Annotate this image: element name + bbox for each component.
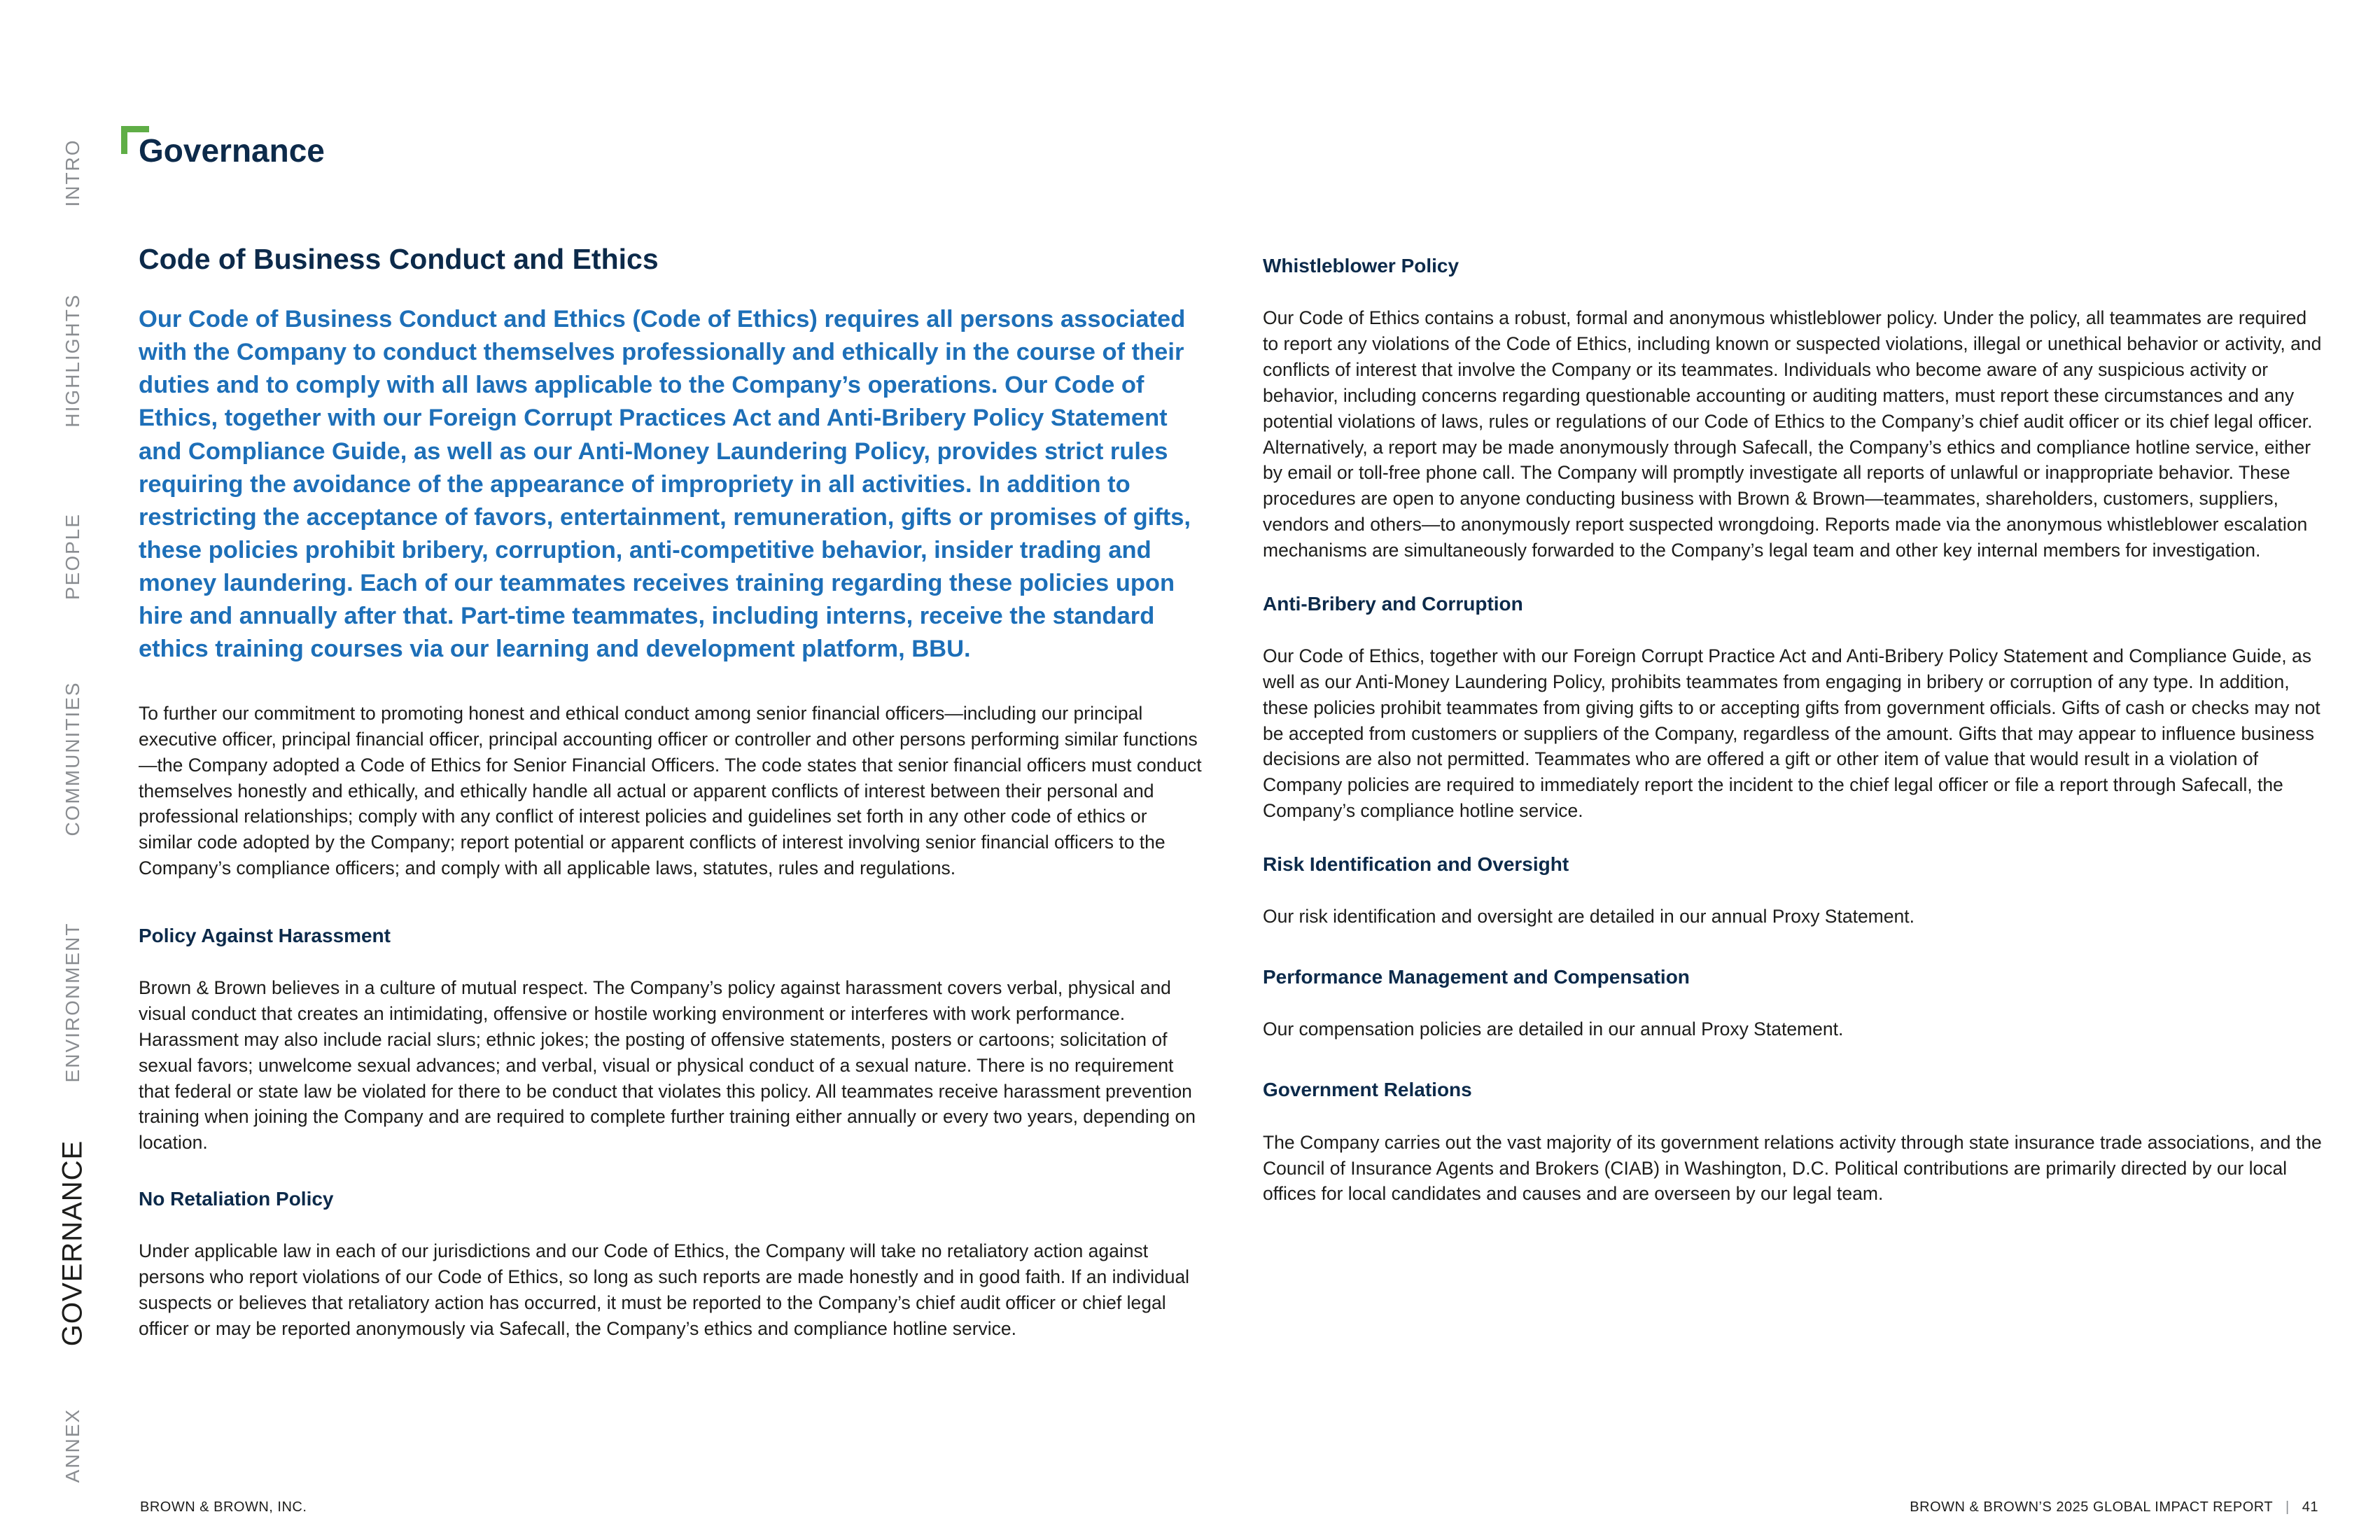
government-paragraph: The Company carries out the vast majority of its government relations activity through state insurance trade associations, and the Council of Insurance Agents and Brokers (CIAB) in Washington, D.C. Political contributions are primarily directed by our local offices for local candidates and causes and are overseen by our legal team. xyxy=(1263,1131,2322,1205)
retaliation-paragraph: Under applicable law in each of our jurisdictions and our Code of Ethics, the Company will take no retaliatory action against persons who report violations of our Code of Ethics, so long as such reports are made honestly and in good faith. If an individual suspects or believes that retaliatory action has occurred, it must be reported to the Company’s chief audit officer or chief legal officer or may be reported anonymously via Safecall, the Company’s ethics and compliance hotline service. xyxy=(139,1240,1190,1339)
nav-governance[interactable]: GOVERNANCE xyxy=(57,1140,88,1347)
harassment-paragraph: Brown & Brown believes in a culture of mutual respect. The Company’s policy against harassment covers verbal, physical and visual conduct that creates an intimidating, offensive or hostile working environment or interferes with work performance. Harassment may also include racial slurs; ethnic jokes; the posting of offensive statements, posters or cartoons; solicitation of sexual favors; unwelcome sexual advances; and verbal, visual or physical conduct of a sexual nature. There is no requirement that federal or state law be violated for there to be conduct that violates this policy. All teammates receive harassment prevention training when joining the Company and are required to complete further training either annually or every two years, depending on location. xyxy=(139,977,1196,1154)
bribery-paragraph: Our Code of Ethics, together with our Foreign Corrupt Practice Act and Anti-Bribery Policy Statement and Compliance Guide, as well as our Anti-Money Laundering Policy, prohibits teammates from engaging in bribery or corruption of any type. In addition, these policies prohibit teammates from giving gifts to or accepting gifts from government officials. Gifts of cash or checks may not be accepted from customers or suppliers of the Company, regardless of the amount. Gifts that may appear to influence business decisions are also not permitted. Teammates who are offered a gift or other item of value that would result in a violation of Company policies are required to immediately report the incident to the chief legal officer or file a report through Safecall, the Company’s compliance hotline service. xyxy=(1263,645,2320,822)
footer-report-info xyxy=(1910,1499,2318,1516)
performance-heading: Performance Management and Compensation xyxy=(1263,966,1690,988)
risk-paragraph: Our risk identification and oversight are detailed in our annual Proxy Statement. xyxy=(1263,906,1914,927)
lead-paragraph: Our Code of Business Conduct and Ethics (Code of Ethics) requires all persons associated with the Company to conduct themselves professionally and ethically in the course of their duties and to comply with all laws applicable to the Company’s operations. Our Code of Ethics, together with our Foreign Corrupt Practices Act and Anti-Bribery Policy Statement and Compliance Guide, as well as our Anti-Money Laundering Policy, provides strict rules requiring the avoidance of the appearance of impropriety in all activities. In addition to restricting the acceptance of favors, entertainment, remuneration, gifts or promises of gifts, these policies prohibit bribery, corruption, anti-competitive behavior, insider trading and money laundering. Each of our teammates receives training regarding these policies upon hire and annually after that. Part-time teammates, including interns, receive the standard ethics training courses via our learning and development platform, BBU. xyxy=(139,306,1191,662)
footer-company: BROWN & BROWN, INC. xyxy=(140,1499,307,1515)
nav-people[interactable]: PEOPLE xyxy=(62,512,83,601)
bribery-heading: Anti-Bribery and Corruption xyxy=(1263,592,1523,615)
footer-divider: | xyxy=(2286,1499,2290,1515)
retaliation-heading: No Retaliation Policy xyxy=(139,1188,334,1210)
whistleblower-heading: Whistleblower Policy xyxy=(1263,255,1460,276)
side-nav xyxy=(0,0,126,1540)
nav-environment[interactable]: ENVIRONMENT xyxy=(62,922,83,1083)
government-heading: Government Relations xyxy=(1263,1079,1472,1101)
nav-annex[interactable]: ANNEX xyxy=(62,1408,83,1483)
nav-communities[interactable]: COMMUNITIES xyxy=(62,681,83,836)
performance-paragraph: Our compensation policies are detailed in our annual Proxy Statement. xyxy=(1263,1018,1844,1040)
nav-highlights[interactable]: HIGHLIGHTS xyxy=(62,293,83,428)
right-column xyxy=(1263,253,2327,1207)
footer-page-number: 41 xyxy=(2302,1499,2318,1515)
nav-intro[interactable]: INTRO xyxy=(62,139,83,207)
left-column xyxy=(139,242,1203,1342)
footer-report-title: BROWN & BROWN’S 2025 GLOBAL IMPACT REPORT xyxy=(1910,1499,2274,1515)
page-title: Governance xyxy=(139,132,325,169)
risk-heading: Risk Identification and Oversight xyxy=(1263,853,1569,875)
harassment-heading: Policy Against Harassment xyxy=(139,924,391,946)
whistleblower-paragraph: Our Code of Ethics contains a robust, formal and anonymous whistleblower policy. Under the policy, all teammates are required to report any violations of the Code of Ethics, including known or suspected violations, illegal or unethical behavior or activity, and conflicts of interest that involve the Company or its teammates. Individuals who become aware of any suspicious activity or behavior, including concerns regarding questionable accounting or auditing matters, must report these circumstances and any potential violations of laws, rules or regulations of our Code of Ethics to the Company’s chief audit officer or its chief legal officer. Alternatively, a report may be made anonymously through Safecall, the Company’s ethics and compliance hotline service, either by email or toll-free phone call. The Company will promptly investigate all reports of unlawful or inappropriate behavior. These procedures are open to anyone conducting business with Brown & Brown—teammates, shareholders, customers, suppliers, vendors and others—to anonymously report suspected wrongdoing. Reports made via the anonymous whistleblower escalation mechanisms are simultaneously forwarded to the Company’s legal team and other key internal members for investigation. xyxy=(1263,307,2322,561)
senior-officers-paragraph: To further our commitment to promoting honest and ethical conduct among senior financial officers—including our principal executive officer, principal financial officer, principal accounting officer or controller and other persons performing similar functions—the Company adopted a Code of Ethics for Senior Financial Officers. The code states that senior financial officers must conduct themselves honestly and ethically, and ethically handle all actual or apparent conflicts of interest between their personal and professional relationships; comply with any conflict of interest policies and guidelines set forth in any other code of ethics or similar code adopted by the Company; report potential or apparent conflicts of interest involving senior financial officers to the Company’s compliance officers; and comply with all applicable laws, statutes, rules and regulations. xyxy=(139,703,1202,879)
section-heading-code-of-ethics: Code of Business Conduct and Ethics xyxy=(139,243,659,275)
